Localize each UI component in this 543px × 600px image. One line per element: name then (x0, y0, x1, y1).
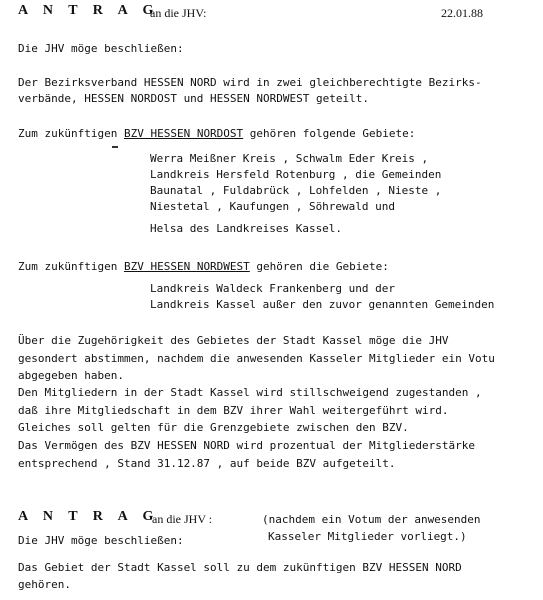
closing-line: Über die Zugehörigkeit des Gebietes der Stadt Kassel möge die JHV (18, 334, 449, 347)
district-name: BZV HESSEN NORDOST (123, 127, 244, 140)
addressee: an die JHV: (150, 6, 207, 20)
area-line: Werra Meißner Kreis , Schwalm Eder Kreis , (150, 152, 429, 165)
heading-prefix: Zum zukünftigen (18, 260, 124, 273)
closing-line: Gleiches soll gelten für die Grenzgebiete zwischen den BZV. (18, 421, 409, 434)
heading-suffix: gehören folgende Gebiete: (243, 127, 416, 140)
closing-line: daß ihre Mitgliedschaft in dem BZV ihrer Wahl weitergeführt wird. (18, 404, 449, 417)
area-line: Landkreis Hersfeld Rotenburg , die Gemeinden (150, 168, 442, 181)
nordwest-heading (18, 260, 389, 274)
intro-text: Die JHV möge beschließen: (18, 534, 184, 547)
district-name: BZV HESSEN NORDWEST (123, 260, 250, 273)
closing-line: Den Mitgliedern in der Stadt Kassel wird stillschweigend zugestanden , (18, 386, 482, 399)
heading-suffix: gehören die Gebiete: (249, 260, 389, 273)
closing-line: abgegeben haben. (18, 369, 124, 382)
heading-prefix: Zum zukünftigen (18, 127, 124, 140)
paragraph-line: Der Bezirksverband HESSEN NORD wird in zwei gleichberechtigte Bezirks- (18, 76, 482, 89)
area-line: Helsa des Landkreises Kassel. (150, 222, 343, 235)
paragraph-line: verbände, HESSEN NORDOST und HESSEN NORDWEST geteilt. (18, 92, 369, 105)
motion-heading: A N T R A G (18, 509, 160, 524)
area-line: Landkreis Kassel außer den zuvor genannten Gemeinden (150, 298, 495, 311)
intro-text: Die JHV möge beschließen: (18, 42, 184, 55)
body-line: Das Gebiet der Stadt Kassel soll zu dem zukünftigen BZV HESSEN NORD (18, 561, 462, 574)
ink-mark (112, 146, 118, 148)
closing-line: gesondert abstimmen, nachdem die anwesenden Kasseler Mitglieder ein Votu (18, 352, 495, 365)
closing-line: entsprechend , Stand 31.12.87 , auf beide BZV aufgeteilt. (18, 457, 396, 470)
note-line: Kasseler Mitglieder vorliegt.) (268, 530, 467, 543)
note-line: (nachdem ein Votum der anwesenden (262, 513, 481, 526)
body-line: gehören. (18, 578, 71, 591)
motion-heading: A N T R A G (18, 3, 160, 18)
closing-line: Das Vermögen des BZV HESSEN NORD wird prozentual der Mitgliederstärke (18, 439, 475, 452)
date: 22.01.88 (441, 6, 483, 20)
area-line: Landkreis Waldeck Frankenberg und der (150, 282, 396, 295)
area-line: Baunatal , Fuldabrück , Lohfelden , Nieste , (150, 184, 442, 197)
addressee: an die JHV : (152, 512, 213, 526)
nordost-heading (18, 127, 415, 141)
area-line: Niestetal , Kaufungen , Söhrewald und (150, 200, 396, 213)
